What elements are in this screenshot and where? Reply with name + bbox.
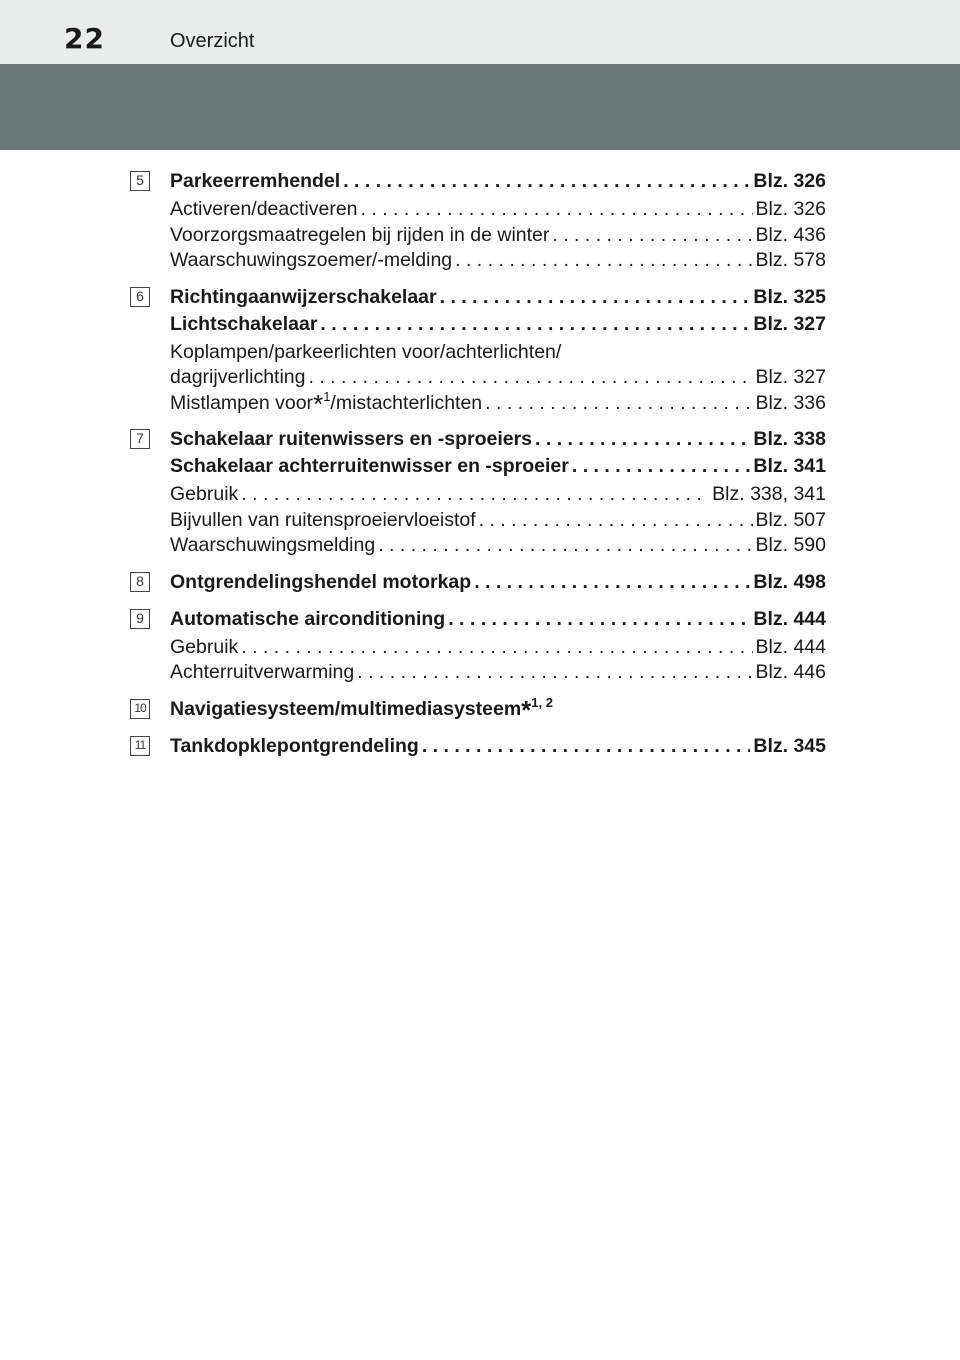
callout-number: 8 xyxy=(130,572,150,592)
dot-leader xyxy=(361,197,753,223)
callout-number: 7 xyxy=(130,429,150,449)
dot-leader xyxy=(241,635,752,661)
entry-label: Schakelaar achterruitenwisser en -sproeier xyxy=(170,455,569,477)
entry-label: Mistlampen voor*$^1$/mistachterlichten xyxy=(170,388,483,419)
main-entry[interactable] xyxy=(170,696,826,723)
dot-leader xyxy=(422,733,751,760)
dot-leader xyxy=(320,311,750,338)
entry-label: Voorzorgsmaatregelen bij rijden in de winter xyxy=(170,223,550,246)
main-entry[interactable] xyxy=(170,284,826,311)
page-reference: Blz. 444 xyxy=(753,607,826,630)
entry-label: Activeren/deactiveren xyxy=(170,198,358,220)
index-group xyxy=(130,284,826,417)
main-entry[interactable] xyxy=(170,733,826,760)
index-group xyxy=(130,168,826,274)
sub-entry[interactable] xyxy=(170,248,826,274)
entry-label: Waarschuwingsmelding xyxy=(170,534,376,556)
dot-leader xyxy=(455,248,752,274)
index-group xyxy=(130,606,826,686)
index-group xyxy=(130,733,826,760)
dot-leader xyxy=(535,426,750,453)
main-entry[interactable] xyxy=(170,311,826,338)
entry-label: Tankdopklepontgrendeling xyxy=(170,734,419,757)
entry-label: Automatische airconditioning xyxy=(170,607,446,630)
dot-leader xyxy=(440,284,751,311)
entry-label: Schakelaar ruitenwissers en -sproeiers xyxy=(170,428,533,450)
sub-entry[interactable] xyxy=(170,482,826,508)
sub-entry-intro: Koplampen/parkeerlichten voor/achterlichten/ xyxy=(170,340,562,363)
entry-label: Gebruik xyxy=(170,635,239,658)
page-reference: Blz. 436 xyxy=(755,223,826,246)
page-reference: Blz. 336 xyxy=(755,391,826,414)
entry-label: Achterruitverwarming xyxy=(170,661,355,683)
header-band xyxy=(0,64,960,150)
sub-entry[interactable] xyxy=(170,388,826,419)
dot-leader xyxy=(241,482,709,508)
dot-leader xyxy=(308,365,752,391)
page-reference: Blz. 444 xyxy=(755,635,826,658)
page-reference: Blz. 326 xyxy=(753,170,826,192)
page-reference: Blz. 507 xyxy=(755,508,826,531)
entry-label: Waarschuwingszoemer/-melding xyxy=(170,249,453,271)
footnote-star: * xyxy=(521,694,532,725)
page-number: 22 xyxy=(64,22,105,55)
footnote-star: * xyxy=(313,388,324,419)
dot-leader xyxy=(378,533,752,559)
callout-number: 9 xyxy=(130,609,150,629)
index-group xyxy=(130,426,826,559)
entry-label: Navigatiesysteem/multimediasysteem*$^{1, 2}$ xyxy=(170,694,553,725)
footnote-numbers: 1, 2 xyxy=(531,694,553,710)
index-group xyxy=(130,569,826,596)
page-reference: Blz. 446 xyxy=(755,661,826,683)
page-reference: Blz. 338, 341 xyxy=(712,483,826,505)
sub-entry[interactable] xyxy=(170,533,826,559)
page-reference: Blz. 590 xyxy=(755,534,826,556)
index-list xyxy=(130,168,826,770)
page-reference: Blz. 327 xyxy=(753,312,826,335)
page-reference: Blz. 325 xyxy=(753,285,826,308)
dot-leader xyxy=(485,391,752,417)
dot-leader xyxy=(343,168,750,195)
page-reference: Blz. 326 xyxy=(755,198,826,220)
page-reference: Blz. 345 xyxy=(753,734,826,757)
entry-label: Parkeerremhendel xyxy=(170,170,341,192)
page-reference: Blz. 338 xyxy=(753,428,826,450)
page-reference: Blz. 498 xyxy=(753,570,826,593)
callout-number: 6 xyxy=(130,287,150,307)
sub-entry[interactable] xyxy=(170,223,826,249)
entry-label: Gebruik xyxy=(170,483,239,505)
page-reference: Blz. 327 xyxy=(755,366,826,388)
entry-label: Ontgrendelingshendel motorkap xyxy=(170,570,472,593)
header-bar xyxy=(0,0,960,64)
callout-number: 5 xyxy=(130,171,150,191)
main-entry[interactable] xyxy=(170,453,826,480)
dot-leader xyxy=(572,453,751,480)
callout-number: 10 xyxy=(130,699,150,719)
dot-leader xyxy=(552,223,752,249)
sub-entry[interactable] xyxy=(170,365,826,391)
section-title: Overzicht xyxy=(170,30,255,52)
main-entry[interactable] xyxy=(170,606,826,633)
main-entry[interactable] xyxy=(170,426,826,453)
sub-entry[interactable] xyxy=(170,635,826,661)
page-reference: Blz. 341 xyxy=(753,455,826,477)
dot-leader xyxy=(448,606,750,633)
index-group xyxy=(130,696,826,723)
entry-label: Lichtschakelaar xyxy=(170,312,318,335)
sub-entry[interactable] xyxy=(170,197,826,223)
callout-number: 11 xyxy=(130,736,150,756)
sub-entry[interactable] xyxy=(170,660,826,686)
main-entry[interactable] xyxy=(170,569,826,596)
entry-label: Richtingaanwijzerschakelaar xyxy=(170,285,437,308)
entry-label: Bijvullen van ruitensproeiervloeistof xyxy=(170,508,476,531)
dot-leader xyxy=(357,660,752,686)
sub-entry[interactable] xyxy=(170,508,826,534)
dot-leader xyxy=(479,508,753,534)
footnote-number: 1 xyxy=(323,388,331,404)
page-reference: Blz. 578 xyxy=(755,249,826,271)
entry-label: dagrijverlichting xyxy=(170,366,306,388)
dot-leader xyxy=(474,569,750,596)
main-entry[interactable] xyxy=(170,168,826,195)
